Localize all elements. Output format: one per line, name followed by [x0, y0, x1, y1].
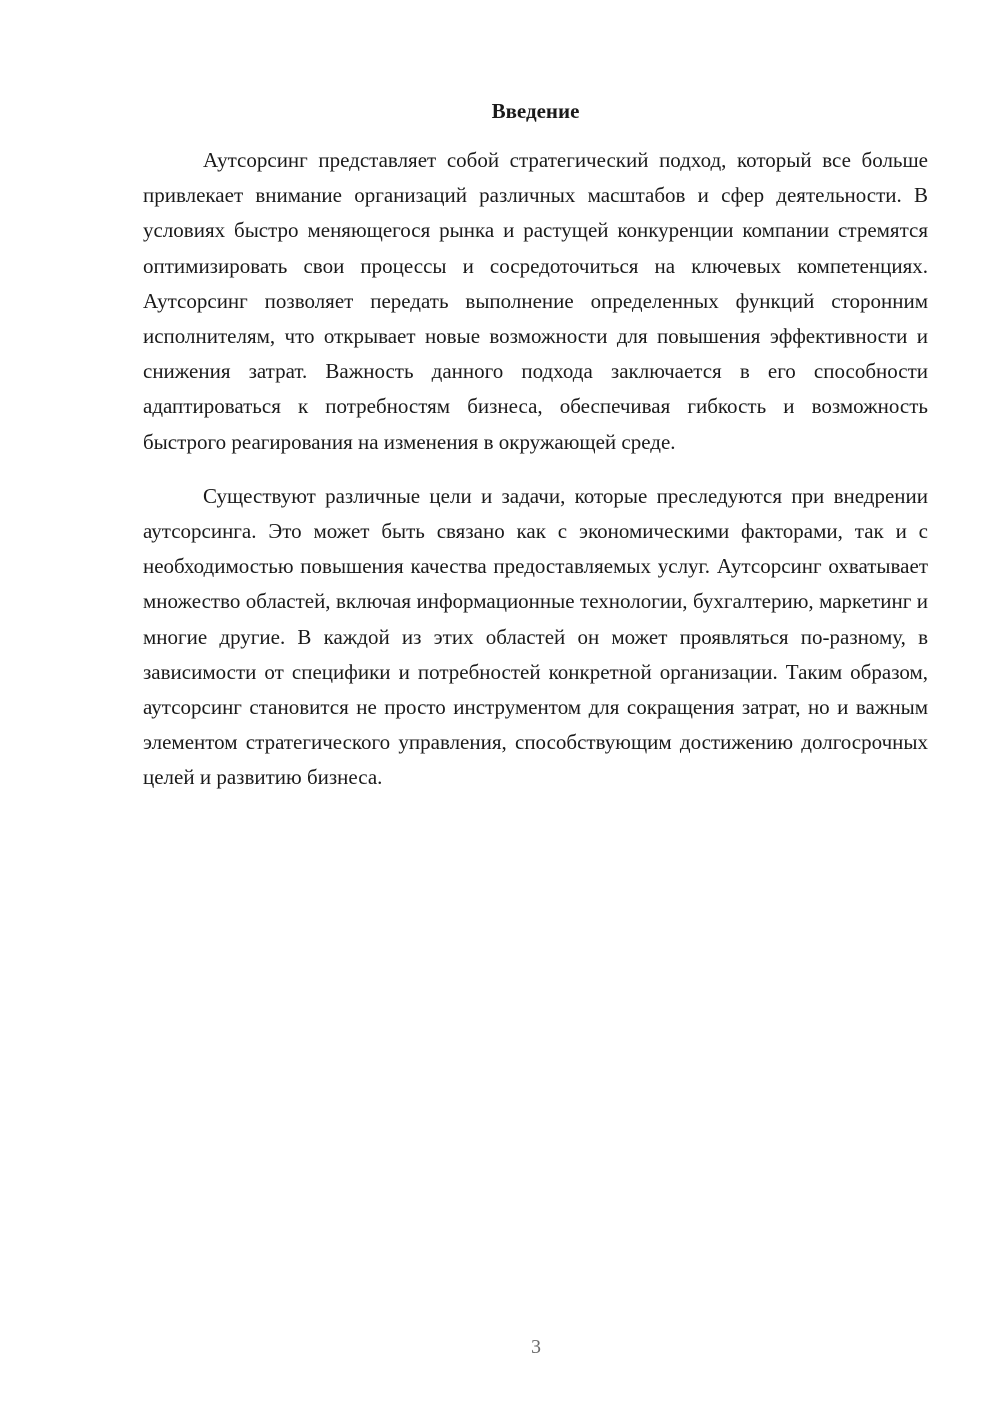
page-number: 3 [531, 1336, 541, 1358]
paragraph-2: Существуют различные цели и задачи, которые преследуются при внедрении аутсорсинга. Это может быть связано как с экономическими факторами, так и с необходимостью повышения качества предоставляемых услуг. Аутсорсинг охватывает множество областей, включая информационные технологии, бухгалтерию, маркетинг и многие другие. В каждой из этих областей он может проявляться по-разному, в зависимости от специфики и потребностей конкретной организации. Таким образом, аутсорсинг становится не просто инструментом для сокращения затрат, но и важным элементом стратегического управления, способствующим достижению долгосрочных целей и развитию бизнеса. [143, 483, 928, 790]
section-heading: Введение [491, 99, 580, 123]
body-text [143, 143, 928, 796]
paragraph-1: Аутсорсинг представляет собой стратегический подход, который все больше привлекает внимание организаций различных масштабов и сфер деятельности. В условиях быстро меняющегося рынка и растущей конкуренции компании стремятся оптимизировать свои процессы и сосредоточиться на ключевых компетенциях. Аутсорсинг позволяет передать выполнение определенных функций сторонним исполнителям, что открывает новые возможности для повышения эффективности и снижения затрат. Важность данного подхода заключается в его способности адаптироваться к потребностям бизнеса, обеспечивая гибкость и возможность быстрого реагирования на изменения в окружающей среде. [143, 148, 928, 454]
